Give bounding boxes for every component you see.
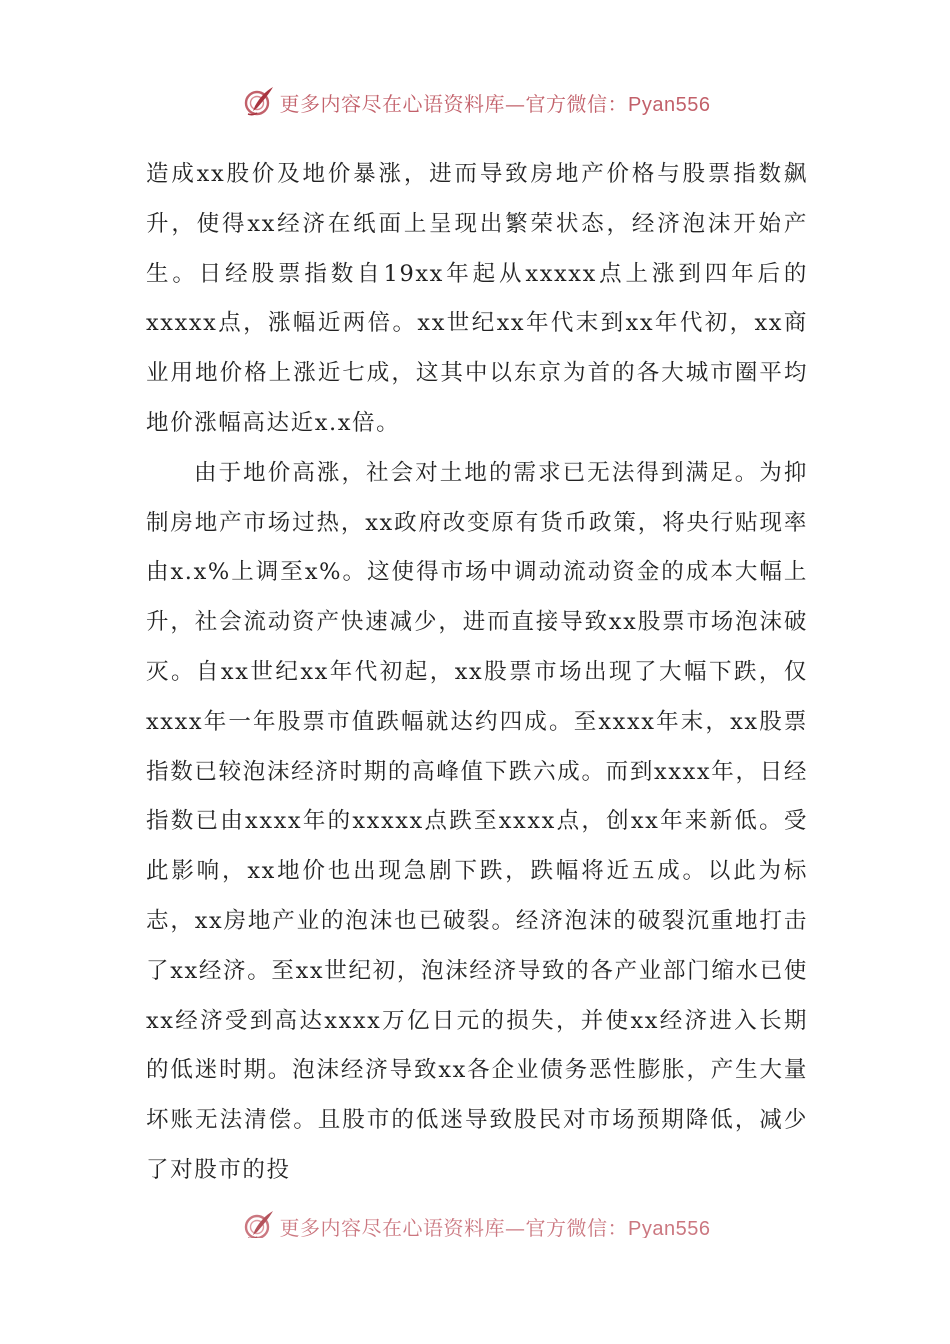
quill-logo-icon: [240, 84, 276, 120]
header-wechat-id: Pyan556: [628, 93, 711, 116]
document-body: [146, 150, 808, 1196]
paragraph-2: 由于地价高涨，社会对土地的需求已无法得到满足。为抑制房地产市场过热，xx政府改变原有货币政策，将央行贴现率由x.x%上调至x%。这使得市场中调动流动资金的成本大幅上升，社会流动资产快速减少，进而直接导致xx股票市场泡沫破灭。自xx世纪xx年代初起，xx股票市场出现了大幅下跌，仅xxxx年一年股票市值跌幅就达约四成。至xxxx年末，xx股票指数已较泡沫经济时期的高峰值下跌六成。而到xxxx年，日经指数已由xxxx年的xxxxx点跌至xxxx点，创xx年来新低。受此影响，xx地价也出现急剧下跌，跌幅将近五成。以此为标志，xx房地产业的泡沫也已破裂。经济泡沫的破裂沉重地打击了xx经济。至xx世纪初，泡沫经济导致的各产业部门缩水已使xx经济受到高达xxxx万亿日元的损失，并使xx经济进入长期的低迷时期。泡沫经济导致xx各企业债务恶性膨胀，产生大量坏账无法清偿。且股市的低迷导致股民对市场预期降低，减少了对股市的投: [146, 459, 808, 1183]
footer-banner-text: 更多内容尽在心语资料库—官方微信：Pyan556: [279, 1215, 711, 1238]
quill-logo-icon: [240, 1208, 276, 1238]
footer-banner: [240, 1208, 711, 1238]
header-banner-text: 更多内容尽在心语资料库—官方微信：Pyan556: [279, 91, 711, 116]
header-banner: [240, 84, 711, 120]
page-footer: [0, 1202, 950, 1238]
page-header: [0, 82, 950, 122]
footer-wechat-id: Pyan556: [628, 1217, 711, 1238]
paragraph-1: 造成xx股价及地价暴涨，进而导致房地产价格与股票指数飙升，使得xx经济在纸面上呈现出繁荣状态，经济泡沫开始产生。日经股票指数自19xx年起从xxxxx点上涨到四年后的xxxxx点，涨幅近两倍。xx世纪xx年代末到xx年代初，xx商业用地价格上涨近七成，这其中以东京为首的各大城市圈平均地价涨幅高达近x.x倍。: [146, 161, 808, 436]
